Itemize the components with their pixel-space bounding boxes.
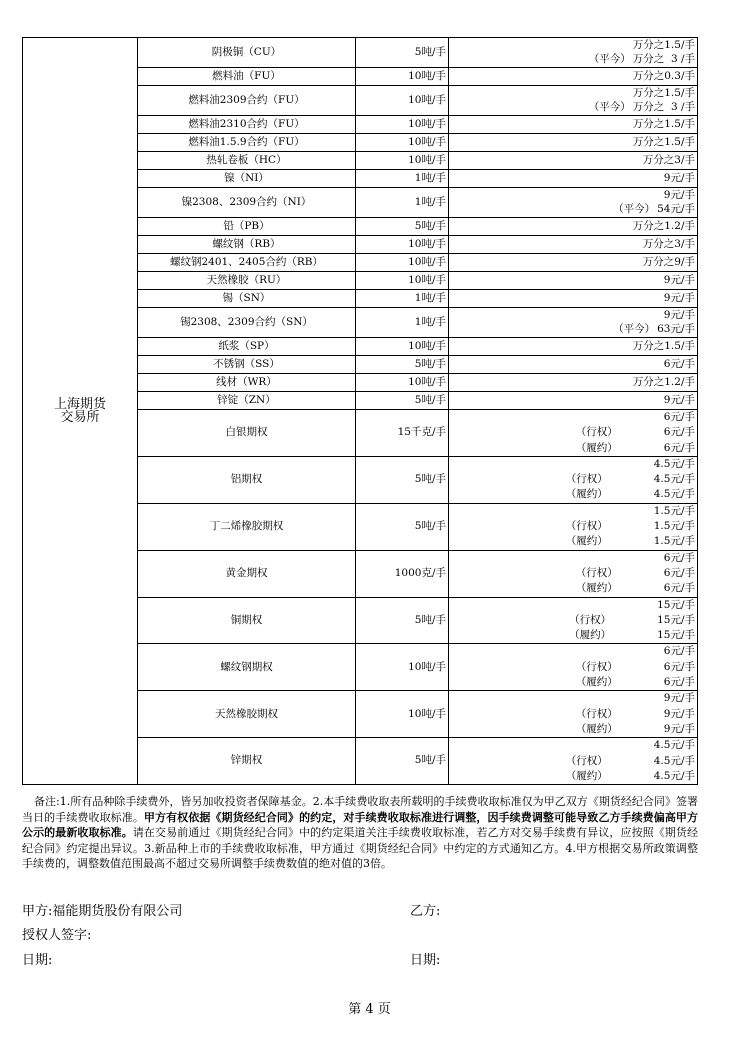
fee-line: [451, 340, 695, 354]
trading-unit: 1吨/手: [356, 188, 449, 218]
fee-value: 9元/手: [663, 171, 695, 184]
fee-line: [451, 238, 695, 252]
option-name: 铜期权: [138, 597, 356, 644]
option-fee-value: 9元/手: [663, 692, 695, 705]
option-fee-cell: [449, 456, 698, 503]
option-fee-kind: （履约）: [575, 676, 618, 689]
fee-value: 万分之1.2/手: [632, 219, 695, 232]
fee-cell: [449, 68, 698, 86]
option-fee-value: 6元/手: [663, 660, 695, 673]
futures-row: [23, 38, 698, 68]
option-fee-cell: [449, 738, 698, 785]
trading-unit: 5吨/手: [356, 218, 449, 236]
fee-value: 万分之 3 /手: [632, 52, 695, 65]
option-fee-values: [664, 644, 695, 690]
option-fee-kind: [566, 457, 608, 472]
option-fee-kinds: [576, 410, 618, 456]
fee-line: [451, 53, 695, 67]
option-fee-kind: （履约）: [575, 722, 618, 735]
fee-value: 万分之1.5/手: [632, 87, 695, 99]
fee-line: [451, 70, 695, 84]
option-fee-block: [451, 504, 695, 550]
option-fee-kind: （行权）: [565, 754, 608, 767]
fee-prefix: （平今）: [588, 52, 631, 65]
option-fee-block: [451, 551, 695, 597]
option-fee-kind: （行权）: [575, 707, 618, 720]
fee-line: [451, 376, 695, 390]
product-name: 镍（NI）: [138, 170, 356, 188]
fee-cell: [449, 290, 698, 308]
product-name: 天然橡胶（RU）: [138, 272, 356, 290]
product-name: 锡2308、2309合约（SN）: [138, 308, 356, 338]
option-name: 天然橡胶期权: [138, 691, 356, 738]
option-fee-block: [451, 410, 695, 456]
option-fee-value: 15元/手: [657, 598, 695, 611]
fee-prefix: （平今）: [613, 202, 656, 215]
option-fee-value: 6元/手: [663, 426, 695, 439]
trading-unit: 5吨/手: [356, 392, 449, 410]
option-name: 黄金期权: [138, 550, 356, 597]
option-fee-value: 4.5元/手: [653, 488, 695, 501]
remarks: [22, 794, 698, 872]
fee-table: [22, 37, 698, 785]
option-fee-kinds: [566, 457, 608, 503]
fee-value: 万分之 3 /手: [632, 100, 695, 113]
option-fee-kinds: [566, 504, 608, 550]
option-fee-kind: [566, 504, 608, 519]
fee-line: [451, 203, 695, 217]
product-name: 燃料油1.5.9合约（FU）: [138, 134, 356, 152]
option-fee-kind: [576, 691, 618, 706]
option-fee-kinds: [566, 738, 608, 784]
trading-unit: 1吨/手: [356, 170, 449, 188]
party-a: 甲方:福能期货股份有限公司: [22, 904, 183, 919]
product-name: 不锈钢（SS）: [138, 356, 356, 374]
option-fee-value: 1.5元/手: [653, 504, 695, 517]
fee-value: 9元/手: [663, 291, 695, 304]
remarks-text-1: 备注:1.所有品种除手续费外，皆另加收投资者保障基金。2.本手续费收取表所载明的手续费收取标准仅为甲乙双方《期货经纪合同》签署当日的手续费收取标准。: [22, 795, 698, 824]
party-b: 乙方:: [410, 904, 441, 919]
fee-cell: [449, 308, 698, 338]
fee-cell: [449, 272, 698, 290]
trading-unit: 10吨/手: [356, 134, 449, 152]
option-fee-value: 4.5元/手: [653, 769, 695, 782]
option-name: 白银期权: [138, 410, 356, 457]
option-fee-kind: （行权）: [569, 613, 612, 626]
option-fee-value: 4.5元/手: [653, 457, 695, 470]
fee-line: [451, 309, 695, 323]
product-name: 燃料油2310合约（FU）: [138, 116, 356, 134]
option-fee-block: [451, 691, 695, 737]
product-name: 螺纹钢（RB）: [138, 236, 356, 254]
option-fee-kind: （行权）: [575, 566, 618, 579]
option-fee-values: [664, 691, 695, 737]
option-unit: 5吨/手: [356, 503, 449, 550]
product-name: 螺纹钢2401、2405合约（RB）: [138, 254, 356, 272]
fee-cell: [449, 374, 698, 392]
fee-value: 9元/手: [663, 393, 695, 406]
option-fee-value: 15元/手: [657, 613, 695, 626]
option-fee-values: [664, 410, 695, 456]
option-fee-cell: [449, 550, 698, 597]
product-name: 锡（SN）: [138, 290, 356, 308]
option-unit: 5吨/手: [356, 738, 449, 785]
trading-unit: 1吨/手: [356, 308, 449, 338]
trading-unit: 10吨/手: [356, 338, 449, 356]
product-name: 阴极铜（CU）: [138, 38, 356, 68]
fee-line: [451, 101, 695, 115]
fee-line: [451, 118, 695, 132]
option-fee-values: [654, 457, 695, 503]
option-unit: 10吨/手: [356, 644, 449, 691]
fee-value: 6元/手: [663, 357, 695, 370]
fee-value: 万分之3/手: [642, 237, 695, 250]
fee-cell: [449, 356, 698, 374]
page-number: 第 4 页: [348, 1002, 391, 1017]
fee-line: [451, 39, 695, 53]
trading-unit: 1吨/手: [356, 290, 449, 308]
fee-cell: [449, 254, 698, 272]
trading-unit: 10吨/手: [356, 68, 449, 86]
fee-prefix: （平今）: [613, 322, 656, 335]
trading-unit: 10吨/手: [356, 236, 449, 254]
fee-line: [451, 394, 695, 408]
fee-cell: [449, 152, 698, 170]
fee-value: 63元/手: [657, 322, 695, 335]
fee-line: [451, 189, 695, 203]
option-fee-cell: [449, 644, 698, 691]
fee-value: 9元/手: [663, 309, 695, 321]
fee-value: 万分之1.5/手: [632, 339, 695, 352]
option-fee-value: 4.5元/手: [653, 754, 695, 767]
fee-value: 万分之1.2/手: [632, 375, 695, 388]
fee-cell: [449, 338, 698, 356]
fee-line: [451, 172, 695, 186]
option-fee-value: 4.5元/手: [653, 739, 695, 752]
option-fee-kinds: [576, 551, 618, 597]
fee-cell: [449, 116, 698, 134]
option-fee-cell: [449, 597, 698, 644]
option-fee-value: 6元/手: [663, 441, 695, 454]
fee-line: [451, 154, 695, 168]
option-fee-value: 6元/手: [663, 645, 695, 658]
option-fee-kind: [566, 738, 608, 753]
option-fee-kind: [569, 598, 611, 613]
option-fee-value: 6元/手: [663, 582, 695, 595]
fee-value: 9元/手: [663, 273, 695, 286]
option-fee-kind: （履约）: [569, 629, 612, 642]
option-fee-kind: （行权）: [575, 660, 618, 673]
option-fee-value: 1.5元/手: [653, 535, 695, 548]
option-name: 丁二烯橡胶期权: [138, 503, 356, 550]
fee-line: [451, 292, 695, 306]
option-fee-block: [451, 457, 695, 503]
fee-value: 万分之0.3/手: [632, 69, 695, 82]
trading-unit: 10吨/手: [356, 254, 449, 272]
fee-value: 54元/手: [657, 202, 695, 215]
product-name: 热轧卷板（HC）: [138, 152, 356, 170]
product-name: 锌锭（ZN）: [138, 392, 356, 410]
fee-cell: [449, 392, 698, 410]
fee-value: 万分之9/手: [642, 255, 695, 268]
option-fee-value: 4.5元/手: [653, 473, 695, 486]
trading-unit: 10吨/手: [356, 272, 449, 290]
fee-prefix: （平今）: [588, 100, 631, 113]
option-fee-kinds: [576, 691, 618, 737]
fee-cell: [449, 134, 698, 152]
option-fee-kinds: [569, 598, 611, 644]
fee-line: [451, 87, 695, 101]
fee-cell: [449, 218, 698, 236]
option-fee-values: [664, 551, 695, 597]
option-fee-value: 6元/手: [663, 676, 695, 689]
product-name: 纸浆（SP）: [138, 338, 356, 356]
fee-cell: [449, 38, 698, 68]
trading-unit: 10吨/手: [356, 116, 449, 134]
date-a: 日期:: [22, 953, 53, 968]
option-fee-block: [451, 738, 695, 784]
trading-unit: 5吨/手: [356, 38, 449, 68]
option-fee-cell: [449, 503, 698, 550]
option-fee-value: 6元/手: [663, 411, 695, 423]
option-fee-cell: [449, 410, 698, 457]
option-fee-kinds: [576, 644, 618, 690]
fee-cell: [449, 236, 698, 254]
option-fee-value: 15元/手: [657, 629, 695, 642]
option-fee-kind: [576, 644, 618, 659]
authorized-signature: 授权人签字:: [22, 928, 92, 943]
option-unit: 1000克/手: [356, 550, 449, 597]
product-name: 燃料油（FU）: [138, 68, 356, 86]
product-name: 燃料油2309合约（FU）: [138, 86, 356, 116]
option-name: 螺纹钢期权: [138, 644, 356, 691]
option-fee-value: 1.5元/手: [653, 520, 695, 533]
option-unit: 5吨/手: [356, 456, 449, 503]
trading-unit: 5吨/手: [356, 356, 449, 374]
option-fee-value: 9元/手: [663, 722, 695, 735]
option-fee-kind: （行权）: [575, 426, 618, 439]
fee-line: [451, 358, 695, 372]
option-fee-kind: （行权）: [565, 473, 608, 486]
fee-value: 万分之3/手: [642, 153, 695, 166]
option-name: 锌期权: [138, 738, 356, 785]
fee-value: 9元/手: [663, 189, 695, 201]
product-name: 镍2308、2309合约（NI）: [138, 188, 356, 218]
fee-value: 万分之1.5/手: [632, 135, 695, 148]
trading-unit: 10吨/手: [356, 374, 449, 392]
fee-cell: [449, 188, 698, 218]
fee-value: 万分之1.5/手: [632, 117, 695, 130]
trading-unit: 10吨/手: [356, 86, 449, 116]
exchange-name: 上海期货 交易所: [23, 38, 138, 785]
option-fee-kind: （履约）: [565, 488, 608, 501]
option-fee-kind: [576, 551, 618, 566]
option-fee-kind: （行权）: [565, 520, 608, 533]
option-fee-value: 6元/手: [663, 551, 695, 564]
option-fee-values: [654, 504, 695, 550]
date-b: 日期:: [410, 953, 441, 968]
option-fee-value: 6元/手: [663, 566, 695, 579]
fee-cell: [449, 86, 698, 116]
fee-cell: [449, 170, 698, 188]
option-fee-block: [451, 644, 695, 690]
fee-line: [451, 256, 695, 270]
fee-value: 万分之1.5/手: [632, 39, 695, 51]
product-name: 铅（PB）: [138, 218, 356, 236]
option-unit: 15千克/手: [356, 410, 449, 457]
option-fee-kind: （履约）: [565, 535, 608, 548]
option-fee-value: 9元/手: [663, 707, 695, 720]
remarks-bold: 甲方有权依据《期货经纪合同》的约定，对手续费收取标准进行调整，因手续费调整可能导致乙方手续费偏高甲方公示的最新收取标准。: [22, 810, 699, 840]
option-fee-kind: （履约）: [575, 441, 618, 454]
fee-line: [451, 136, 695, 150]
trading-unit: 10吨/手: [356, 152, 449, 170]
fee-line: [451, 220, 695, 234]
option-fee-kind: （履约）: [565, 769, 608, 782]
fee-line: [451, 274, 695, 288]
option-fee-kind: （履约）: [575, 582, 618, 595]
option-fee-cell: [449, 691, 698, 738]
option-unit: 5吨/手: [356, 597, 449, 644]
remarks-text-2: 请在交易前通过《期货经纪合同》中的约定渠道关注手续费收取标准，若乙方对交易手续费有异议，应按照《期货经纪合同》约定提出异议。3.新品种上市的手续费收取标准，甲方通过《期货经纪合同》中约定的方式通知乙方。4.甲方根据交易所政策调整手续费的，调整数值范围最高不超过交易所调整手续费数值的绝对值的3倍。: [22, 826, 699, 871]
option-fee-values: [654, 738, 695, 784]
option-name: 铝期权: [138, 456, 356, 503]
product-name: 线材（WR）: [138, 374, 356, 392]
option-fee-kind: [576, 410, 618, 425]
option-unit: 10吨/手: [356, 691, 449, 738]
fee-line: [451, 323, 695, 337]
fee-table-body: [23, 38, 698, 785]
option-fee-values: [657, 598, 695, 644]
option-fee-block: [451, 598, 695, 644]
